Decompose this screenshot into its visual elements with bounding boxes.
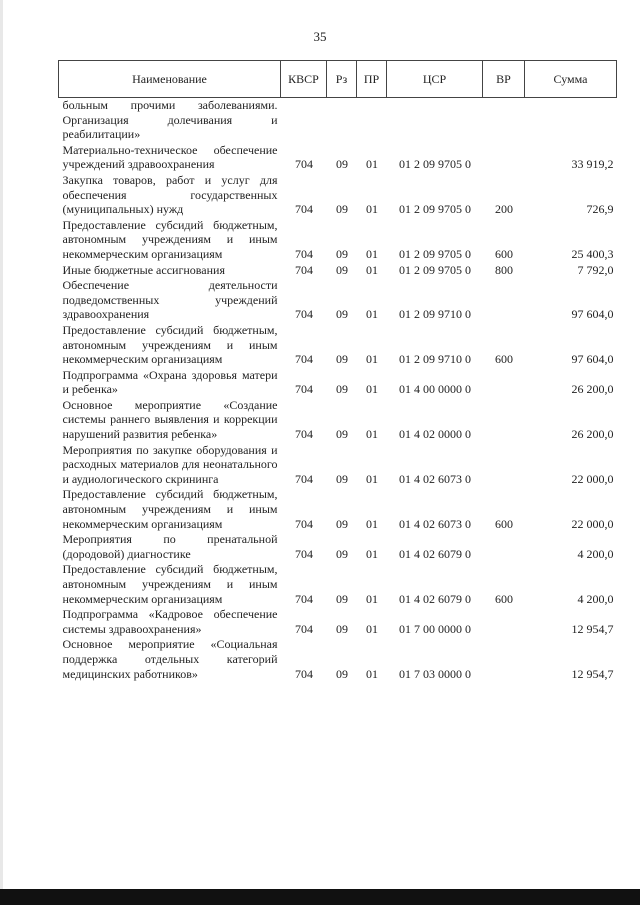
cell-kvsr: [281, 98, 327, 143]
cell-kvsr: 704: [295, 471, 313, 486]
cell-vr: 600: [495, 246, 513, 261]
header-kvsr: КВСР: [281, 61, 327, 98]
cell-name: Предоставление субсидий бюджетным, автономным учреждениям и иным некоммерческим организациям: [62, 217, 278, 261]
cell-name: Иные бюджетные ассигнования: [62, 262, 225, 277]
cell-kvsr: 704: [295, 262, 313, 277]
cell-csr: 01 4 00 0000 0: [399, 382, 471, 397]
cell-sum: 4 200,0: [577, 546, 614, 561]
cell-kvsr: 704: [295, 246, 313, 261]
cell-csr: [387, 98, 483, 143]
cell-csr: 01 2 09 9710 0: [399, 307, 471, 322]
cell-kvsr: 704: [295, 307, 313, 322]
cell-csr: 01 4 02 6073 0: [399, 516, 471, 531]
cell-kvsr: 704: [295, 621, 313, 636]
cell-vr: [483, 532, 525, 562]
cell-pr: 01: [366, 307, 378, 322]
cell-pr: 01: [366, 516, 378, 531]
cell-pr: 01: [366, 382, 378, 397]
cell-kvsr: 704: [295, 427, 313, 442]
cell-kvsr: 704: [295, 382, 313, 397]
table-row: [59, 398, 617, 443]
cell-rz: 09: [336, 382, 348, 397]
cell-sum: 97 604,0: [571, 352, 614, 367]
table-row: [59, 637, 617, 682]
cell-name: Подпрограмма «Охрана здоровья матери и ребенка»: [62, 367, 278, 397]
cell-pr: 01: [366, 246, 378, 261]
cell-rz: 09: [336, 262, 348, 277]
cell-rz: 09: [336, 591, 348, 606]
header-rz: Рз: [327, 61, 357, 98]
budget-table: [58, 60, 617, 682]
cell-csr: 01 2 09 9710 0: [399, 352, 471, 367]
cell-pr: 01: [366, 352, 378, 367]
cell-sum: 22 000,0: [571, 516, 614, 531]
table-body: [59, 98, 617, 683]
cell-name: Подпрограмма «Кадровое обеспечение системы здравоохранения»: [62, 607, 278, 636]
cell-name: Закупка товаров, работ и услуг для обеспечения государственных (муниципальных) нужд: [62, 172, 278, 217]
cell-kvsr: 704: [295, 352, 313, 367]
cell-sum: 33 919,2: [571, 157, 614, 172]
cell-kvsr: 704: [295, 157, 313, 172]
cell-sum: 12 954,7: [571, 666, 614, 681]
table-row: [59, 487, 617, 532]
cell-name: Основное мероприятие «Социальная поддержка отдельных категорий медицинских работников»: [62, 637, 278, 681]
cell-rz: [327, 98, 357, 143]
cell-rz: 09: [336, 246, 348, 261]
cell-name: Обеспечение деятельности подведомственных учреждений здравоохранения: [62, 278, 278, 322]
table-row: [59, 218, 617, 263]
table-row: [59, 532, 617, 562]
cell-rz: 09: [336, 352, 348, 367]
cell-rz: 09: [336, 202, 348, 217]
cell-rz: 09: [336, 157, 348, 172]
cell-kvsr: 704: [295, 666, 313, 681]
cell-name: Основное мероприятие «Создание системы раннего выявления и коррекции нарушений развития ребенка»: [62, 397, 278, 442]
table-row: [59, 98, 617, 143]
cell-csr: 01 2 09 9705 0: [399, 246, 471, 261]
cell-pr: [357, 98, 387, 143]
cell-sum: 7 792,0: [577, 262, 614, 277]
header-name: Наименование: [59, 61, 281, 98]
table-header-row: [59, 61, 617, 98]
cell-name: Мероприятия по пренатальной (дородовой) диагностике: [62, 532, 278, 561]
cell-csr: 01 4 02 6079 0: [399, 591, 471, 606]
header-sum: Сумма: [525, 61, 617, 98]
cell-csr: 01 2 09 9705 0: [399, 202, 471, 217]
cell-kvsr: 704: [295, 202, 313, 217]
cell-sum: 12 954,7: [571, 621, 614, 636]
cell-vr: [483, 143, 525, 173]
cell-rz: 09: [336, 471, 348, 486]
cell-csr: 01 7 00 0000 0: [399, 621, 471, 636]
cell-vr: 600: [495, 516, 513, 531]
cell-name: Предоставление субсидий бюджетным, автономным учреждениям и иным некоммерческим организациям: [62, 487, 278, 531]
cell-vr: [483, 398, 525, 443]
cell-csr: 01 7 03 0000 0: [399, 666, 471, 681]
cell-sum: 26 200,0: [571, 427, 614, 442]
cell-vr: 600: [495, 591, 513, 606]
cell-vr: 800: [495, 262, 513, 277]
cell-vr: [483, 637, 525, 682]
table-row: [59, 368, 617, 398]
cell-vr: 200: [495, 202, 513, 217]
cell-pr: 01: [366, 471, 378, 486]
cell-pr: 01: [366, 157, 378, 172]
cell-kvsr: 704: [295, 516, 313, 531]
cell-rz: 09: [336, 546, 348, 561]
cell-name: больным прочими заболеваниями. Организация долечивания и реабилитации»: [62, 98, 278, 142]
cell-pr: 01: [366, 427, 378, 442]
cell-kvsr: 704: [295, 546, 313, 561]
cell-csr: 01 4 02 6073 0: [399, 471, 471, 486]
cell-sum: 97 604,0: [571, 307, 614, 322]
cell-name: Предоставление субсидий бюджетным, автономным учреждениям и иным некоммерческим организациям: [62, 322, 278, 367]
cell-csr: 01 4 02 0000 0: [399, 427, 471, 442]
cell-sum: 22 000,0: [571, 471, 614, 486]
cell-rz: 09: [336, 666, 348, 681]
cell-kvsr: 704: [295, 591, 313, 606]
cell-rz: 09: [336, 516, 348, 531]
table-row: [59, 143, 617, 173]
cell-rz: 09: [336, 621, 348, 636]
cell-csr: 01 2 09 9705 0: [399, 262, 471, 277]
page-number: 35: [313, 29, 327, 44]
cell-vr: [483, 368, 525, 398]
table-row: [59, 607, 617, 637]
cell-pr: 01: [366, 621, 378, 636]
cell-csr: 01 2 09 9705 0: [399, 157, 471, 172]
cell-pr: 01: [366, 666, 378, 681]
cell-vr: 600: [495, 352, 513, 367]
cell-sum: 726,9: [586, 202, 614, 217]
cell-sum: 4 200,0: [577, 591, 614, 606]
cell-vr: [483, 443, 525, 488]
cell-sum: 25 400,3: [571, 246, 614, 261]
header-vr: ВР: [483, 61, 525, 98]
table-row: [59, 443, 617, 488]
cell-name: Предоставление субсидий бюджетным, автономным учреждениям и иным некоммерческим организациям: [62, 562, 278, 606]
header-csr: ЦСР: [387, 61, 483, 98]
header-pr: ПР: [357, 61, 387, 98]
cell-pr: 01: [366, 591, 378, 606]
cell-sum: [525, 98, 617, 143]
cell-sum: 26 200,0: [571, 382, 614, 397]
cell-pr: 01: [366, 202, 378, 217]
scan-bottom-edge: [0, 889, 640, 905]
cell-vr: [483, 278, 525, 323]
table-row: [59, 263, 617, 279]
cell-pr: 01: [366, 262, 378, 277]
table-row: [59, 173, 617, 218]
cell-vr: [483, 607, 525, 637]
table-row: [59, 562, 617, 607]
cell-csr: 01 4 02 6079 0: [399, 546, 471, 561]
cell-name: Мероприятия по закупке оборудования и расходных материалов для неонатального и аудиологического скрининга: [62, 442, 278, 486]
cell-vr: [483, 98, 525, 143]
cell-pr: 01: [366, 546, 378, 561]
cell-rz: 09: [336, 427, 348, 442]
scan-edge: [0, 0, 3, 905]
cell-name: Материально-техническое обеспечение учреждений здравоохранения: [62, 142, 278, 172]
table-row: [59, 323, 617, 368]
table-row: [59, 278, 617, 323]
cell-rz: 09: [336, 307, 348, 322]
